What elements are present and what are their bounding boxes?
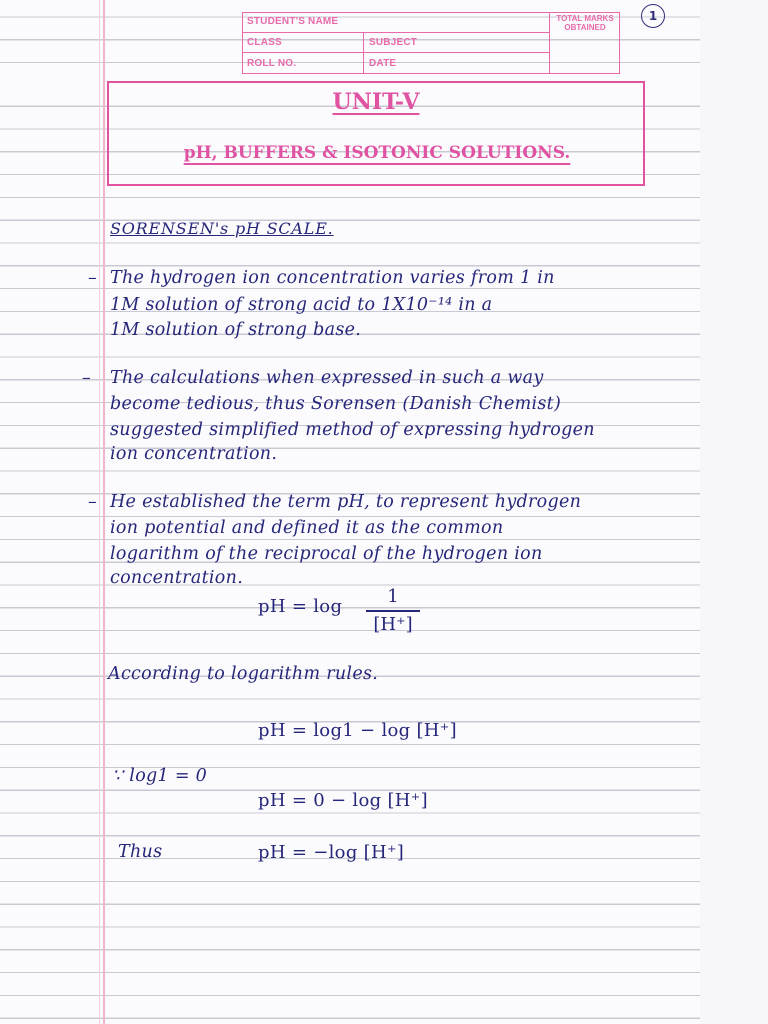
note-line: According to logarithm rules. [108,664,379,684]
header-row-divider [243,32,549,33]
note-line: He established the term pH, to represent hydrogen [110,492,582,512]
total-marks-label: TOTAL MARKS OBTAINED [556,14,614,32]
formula-ph-lhs: pH = log [258,596,343,617]
note-line: 1M solution of strong base. [110,320,362,340]
note-line: become tedious, thus Sorensen (Danish Chemist) [110,394,562,414]
formula-log-rule: pH = log1 − log [H⁺] [258,720,457,741]
bullet-dash: – [82,368,92,388]
header-form [242,12,620,74]
section-heading: SORENSEN's pH SCALE. [110,219,334,238]
margin-line-inner [99,0,100,1024]
bullet-dash: – [88,492,98,512]
student-name-label: STUDENT'S NAME [247,16,339,27]
unit-subtitle: pH, BUFFERS & ISOTONIC SOLUTIONS. [183,143,571,163]
subject-label: SUBJECT [369,37,418,48]
note-line: The hydrogen ion concentration varies from 1 in [110,268,555,288]
formula-final: pH = −log [H⁺] [258,842,405,863]
formula-denominator: [H⁺] [373,614,413,635]
formula-step: pH = 0 − log [H⁺] [258,790,428,811]
unit-title: UNIT-V [332,89,420,115]
roll-no-label: ROLL NO. [247,58,297,69]
note-line: ∵ log1 = 0 [112,766,208,786]
page-number: 1 [641,4,665,28]
unit-title-box [107,81,645,186]
page-edge [700,0,768,1024]
note-line: concentration. [110,568,244,588]
note-line: Thus [118,842,163,862]
note-line: 1M solution of strong acid to 1X10⁻¹⁴ in a [110,295,493,315]
formula-numerator: 1 [387,586,399,607]
header-row-divider [243,52,549,53]
header-column-divider [363,32,364,73]
note-line: logarithm of the reciprocal of the hydrogen ion [110,544,543,564]
margin-line [103,0,105,1024]
date-label: DATE [369,58,397,69]
note-line: ion concentration. [110,444,278,464]
class-label: CLASS [247,37,282,48]
note-line: ion potential and defined it as the common [110,518,504,538]
fraction-bar [366,610,420,612]
bullet-dash: – [88,268,98,288]
header-column-divider [549,13,550,73]
note-line: suggested simplified method of expressing hydrogen [110,420,595,440]
note-line: The calculations when expressed in such a way [110,368,544,388]
